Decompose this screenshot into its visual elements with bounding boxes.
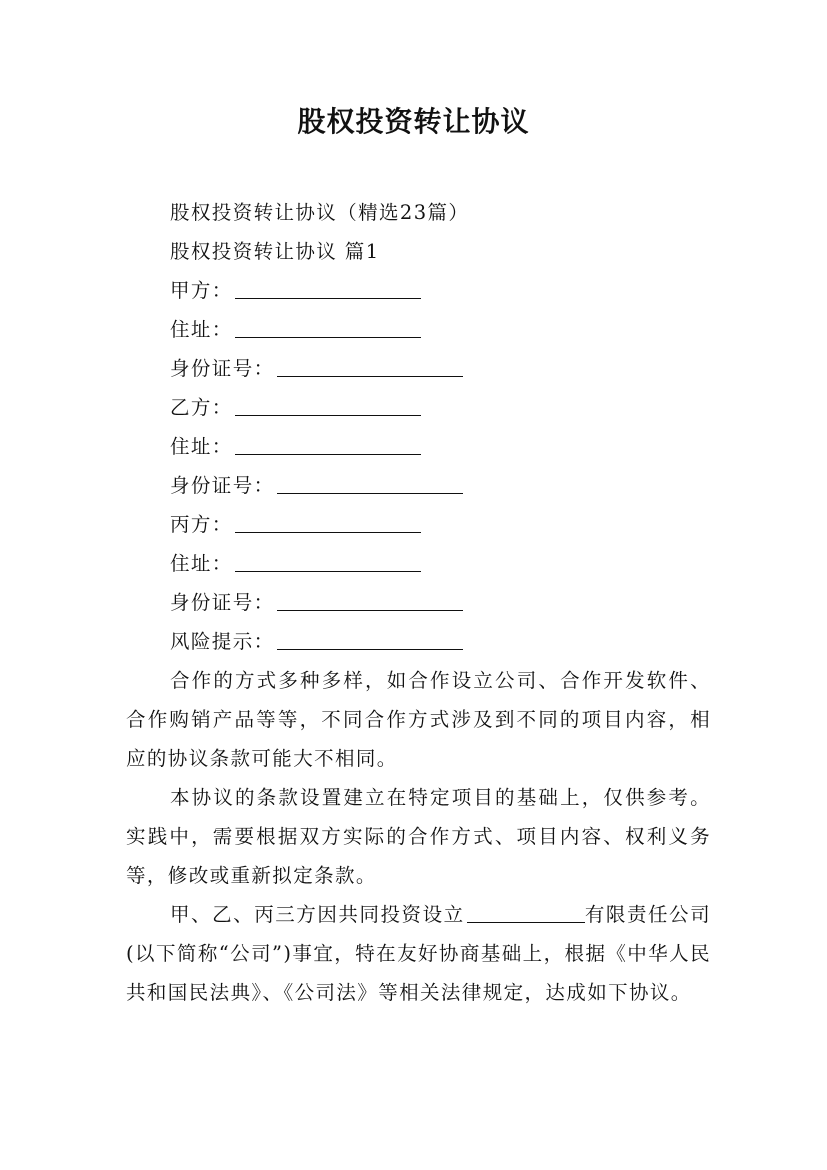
paragraph-text-before: 甲、乙、丙三方因共同投资设立 [170, 903, 465, 926]
blank-line[interactable] [235, 508, 421, 533]
field-label: 住址： [170, 435, 233, 458]
blank-line[interactable] [277, 469, 463, 494]
paragraph-agreement [126, 895, 711, 1012]
blank-line[interactable] [235, 391, 421, 416]
field-label: 住址： [170, 552, 233, 575]
blank-line[interactable] [277, 625, 463, 650]
paragraph-text-after: 有限责任公司(以下简称“公司”)事宜，特在友好协商基础上，根据《中华人民共和国民法典》、《公司法》等相关法律规定，达成如下协议。 [126, 903, 711, 1004]
field-id-b [126, 466, 711, 505]
field-risk-notice [126, 622, 711, 661]
field-address-a [126, 310, 711, 349]
blank-line[interactable] [235, 547, 421, 572]
section-heading: 股权投资转让协议 篇1 [170, 240, 380, 263]
field-party-c [126, 505, 711, 544]
blank-line[interactable] [235, 313, 421, 338]
field-label: 身份证号： [170, 357, 275, 380]
field-label: 住址： [170, 318, 233, 341]
field-label: 身份证号： [170, 474, 275, 497]
document-subtitle: 股权投资转让协议（精选23篇） [170, 201, 470, 224]
blank-line[interactable] [235, 274, 421, 299]
field-label: 乙方： [170, 396, 233, 419]
blank-line[interactable] [277, 352, 463, 377]
field-address-b [126, 427, 711, 466]
field-label: 丙方： [170, 513, 233, 536]
field-id-c [126, 583, 711, 622]
paragraph-reference: 本协议的条款设置建立在特定项目的基础上，仅供参考。实践中，需要根据双方实际的合作方式、项目内容、权利义务等，修改或重新拟定条款。 [126, 786, 711, 887]
blank-line[interactable] [235, 430, 421, 455]
field-id-a [126, 349, 711, 388]
field-label: 风险提示： [170, 630, 275, 653]
field-label: 身份证号： [170, 591, 275, 614]
field-label: 甲方： [170, 279, 233, 302]
document-body [126, 193, 711, 1012]
paragraph-cooperation: 合作的方式多种多样，如合作设立公司、合作开发软件、合作购销产品等等，不同合作方式涉及到不同的项目内容，相应的协议条款可能大不相同。 [126, 669, 711, 770]
field-party-b [126, 388, 711, 427]
document-title: 股权投资转让协议 [297, 105, 530, 138]
blank-line[interactable] [277, 586, 463, 611]
company-name-blank[interactable] [467, 898, 585, 923]
field-party-a [126, 271, 711, 310]
field-address-c [126, 544, 711, 583]
